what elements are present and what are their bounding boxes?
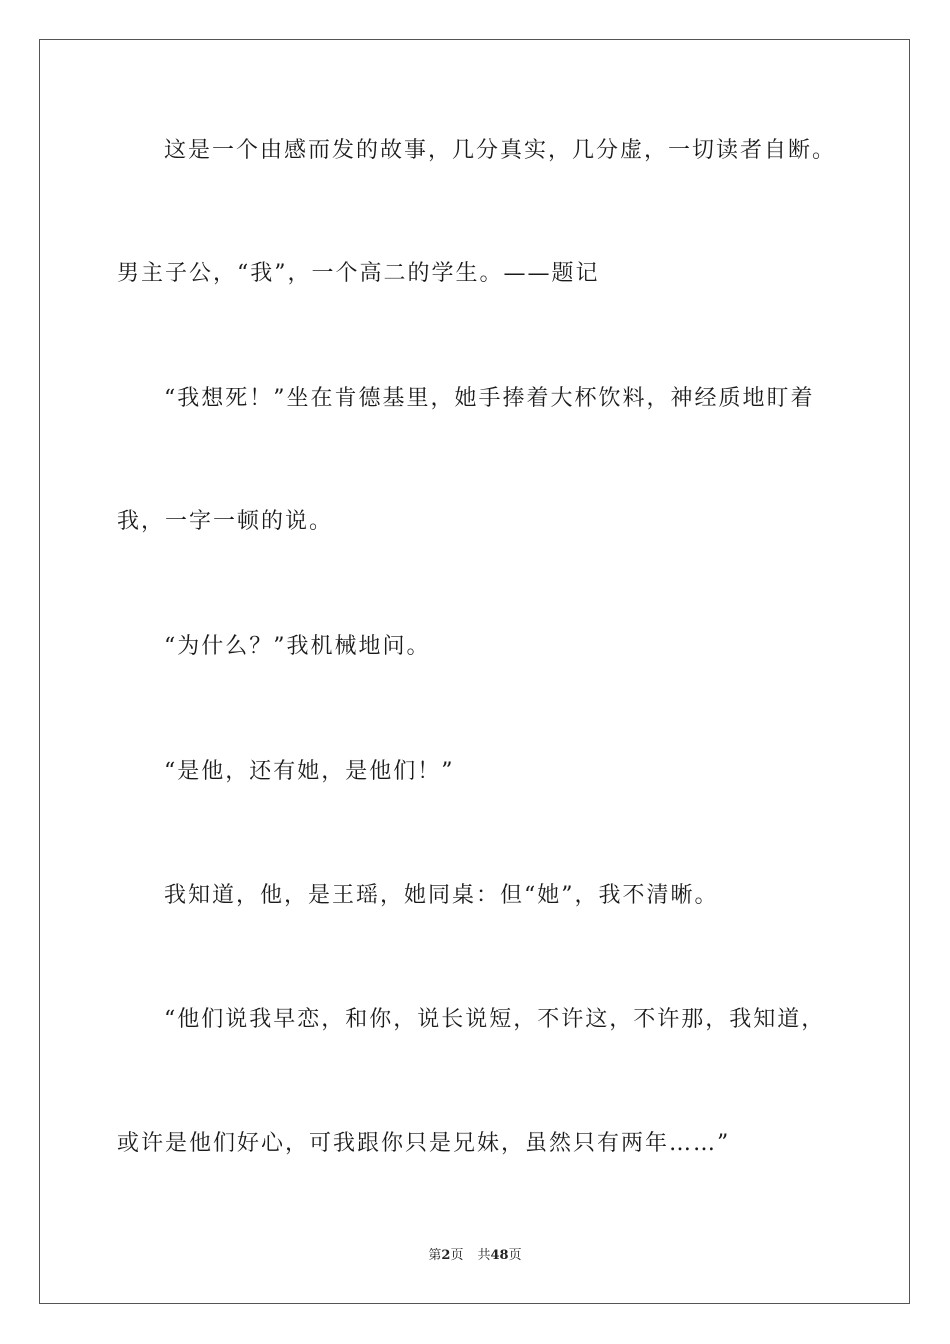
total-pages: 48 — [490, 1248, 509, 1263]
page-number: 2 — [441, 1248, 451, 1263]
paragraph-line-3: “我想死！”坐在肯德基里，她手捧着大杯饮料，神经质地盯着 — [164, 386, 815, 411]
page-prefix: 第 — [428, 1248, 442, 1263]
paragraph-line-7: 我知道，他，是王瑶，她同桌：但“她”，我不清晰。 — [164, 883, 719, 908]
paragraph-line-2: 男主子公，“我”，一个高二的学生。——题记 — [117, 261, 600, 286]
paragraph-line-5: “为什么？”我机械地问。 — [164, 634, 431, 659]
total-prefix: 共 — [477, 1248, 491, 1263]
paragraph-line-8: “他们说我早恋，和你，说长说短，不许这，不许那，我知道， — [164, 1007, 826, 1032]
paragraph-line-4: 我，一字一顿的说。 — [117, 509, 334, 534]
page-frame — [39, 39, 910, 1304]
paragraph-line-6: “是他，还有她，是他们！” — [164, 759, 455, 784]
paragraph-line-9: 或许是他们好心，可我跟你只是兄妹，虽然只有两年……” — [117, 1131, 731, 1156]
total-suffix: 页 — [508, 1248, 522, 1263]
page-suffix: 页 — [450, 1248, 464, 1263]
paragraph-line-1: 这是一个由感而发的故事，几分真实，几分虚，一切读者自断。 — [164, 138, 837, 163]
page-footer — [0, 1247, 950, 1265]
